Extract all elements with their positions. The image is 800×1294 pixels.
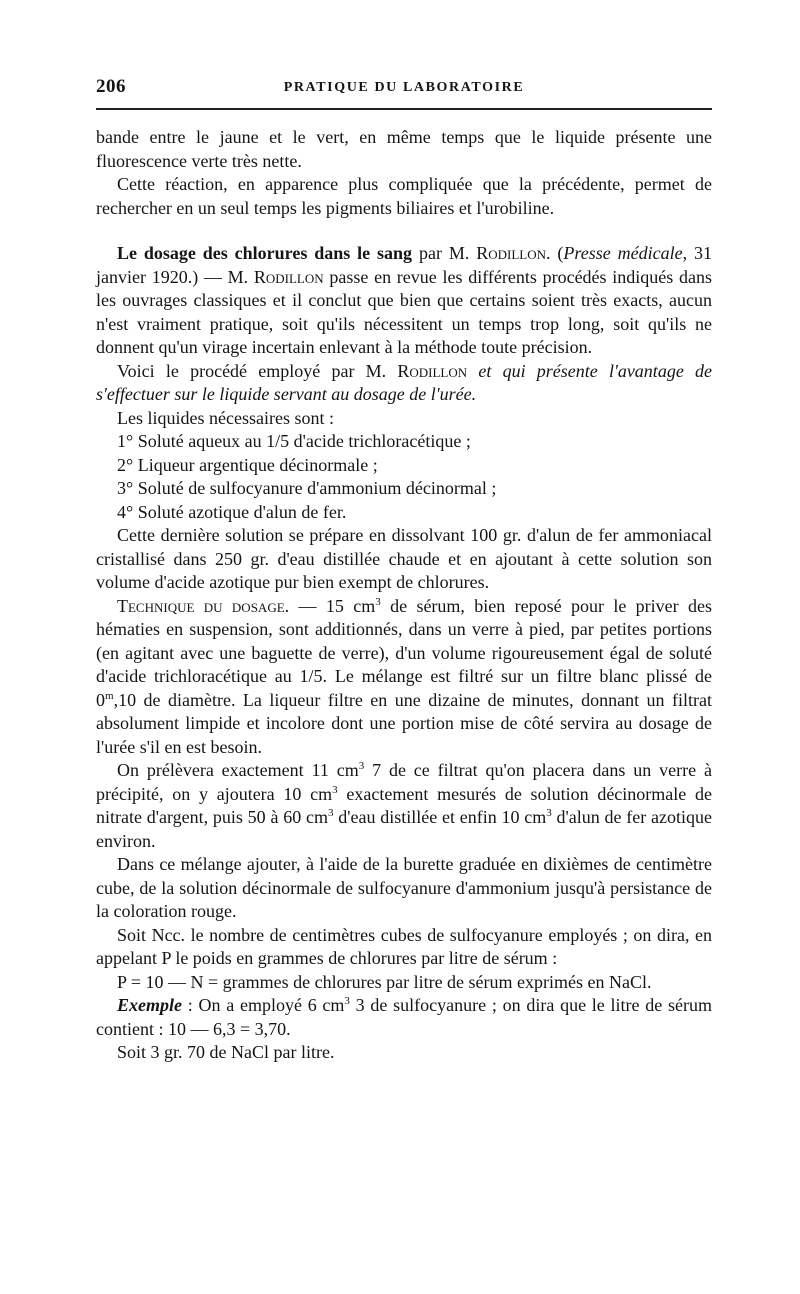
author-name-3: Rodillon bbox=[397, 360, 468, 381]
superscript: 3 bbox=[358, 760, 365, 772]
page-number: 206 bbox=[96, 76, 126, 97]
superscript: 3 bbox=[375, 595, 381, 608]
text-ref-open: . ( bbox=[546, 243, 564, 263]
superscript: m bbox=[105, 689, 114, 702]
article-title: Le dosage des chlorures dans le sang bbox=[117, 243, 413, 263]
text-dash: — 15 cm bbox=[289, 595, 376, 616]
author-name-2: Rodillon bbox=[253, 266, 324, 287]
formula: P = 10 — N = grammes de chlorures par litre de sérum exprimés en NaCl. bbox=[117, 971, 652, 992]
body-text bbox=[96, 126, 712, 1065]
author-name: Rodillon bbox=[476, 243, 547, 263]
paragraph-technique bbox=[96, 595, 712, 760]
text-b: 7 de ce filtrat qu'on placera dans un verre à précipité, on y ajoutera 10 cm bbox=[96, 760, 712, 804]
paragraph-definition: Soit Ncc. le nombre de centimètres cubes de sulfocyanure employés ; on dira, en appelant P le poids en grammes de chlorures par litre de sérum : bbox=[96, 924, 712, 968]
superscript: 3 bbox=[332, 783, 338, 796]
text-date: , 31 janvier 1920.) — M. bbox=[96, 243, 712, 287]
example-text-a: : On a employé 6 cm bbox=[182, 995, 345, 1015]
superscript: 3 bbox=[344, 995, 350, 1007]
text-technique-2: ,10 de diamètre. La liqueur filtre en une dizaine de minutes, donnant un filtrat absolument limpide et incolore dont une portion mise de côté servira au dosage de l'urée s'il en est besoin. bbox=[96, 689, 712, 757]
paragraph-procedure bbox=[96, 360, 712, 407]
text-rest: passe en revue les différents procédés indiqués dans les ouvrages classiques et il conclut que bien que certains soient très exacts, aucun n'est vraiment pratique, soit qu'ils nécessitent un temps trop long, soit qu'ils ne donnent qu'un virage incertain enlevant à la méthode toute précision. bbox=[96, 266, 712, 357]
paragraph-titration: Dans ce mélange ajouter, à l'aide de la burette graduée en dixièmes de centimètre cube, de la solution décinormale de sulfocyanure d'ammonium jusqu'à persistance de la coloration rouge. bbox=[96, 854, 712, 921]
text-italic-end: et qui présente l'avantage de s'effectuer sur le liquide servant au dosage de l'urée. bbox=[96, 360, 713, 404]
paragraph-solution: Cette dernière solution se prépare en dissolvant 100 gr. d'alun de fer ammoniacal cristallisé dans 250 gr. d'eau distillée chaude et en ajoutant à cette solution son volume d'acide azotique pur bien exempt de chlorures. bbox=[96, 525, 712, 592]
running-title: PRATIQUE DU LABORATOIRE bbox=[283, 80, 525, 95]
list-intro: Les liquides nécessaires sont : bbox=[117, 407, 334, 428]
text-a: On prélèvera exactement 11 cm bbox=[117, 760, 359, 780]
paragraph-sampling bbox=[96, 759, 712, 853]
list-item-1: 1° Soluté aqueux au 1/5 d'acide trichloracétique ; bbox=[117, 431, 471, 451]
text-by: par M. bbox=[412, 243, 477, 263]
journal-name: Presse médicale bbox=[563, 243, 683, 263]
superscript: 3 bbox=[327, 807, 334, 819]
paragraph-example bbox=[96, 994, 712, 1041]
text-start: Voici le procédé employé par M. bbox=[117, 360, 398, 381]
paragraph-1: bande entre le jaune et le vert, en même temps que le liquide présente une fluorescence verte très nette. bbox=[96, 127, 712, 171]
list-item-4: 4° Soluté azotique d'alun de fer. bbox=[117, 501, 347, 522]
paragraph-article-intro bbox=[96, 242, 712, 360]
paragraph-2: Cette réaction, en apparence plus compliquée que la précédente, permet de rechercher en un seul temps les pigments biliaires et l'urobiline. bbox=[96, 174, 712, 218]
text-d: d'eau distillée et enfin 10 cm bbox=[333, 807, 547, 827]
text-e: d'alun de fer azotique environ. bbox=[96, 807, 712, 851]
paragraph-result: Soit 3 gr. 70 de NaCl par litre. bbox=[117, 1042, 335, 1062]
text-technique: de sérum, bien reposé pour le priver des hématies en suspension, sont additionnés, dans un verre à pied, par petites portions (en agitant avec une baguette de verre), d'un volume rigoureusement égal de soluté d'acide trichloracétique au 1/5. Le mélange est filtré sur un filtre blanc plissé de 0 bbox=[96, 595, 713, 710]
header-rule bbox=[96, 108, 712, 110]
text-c: exactement mesurés de solution décinormale de nitrate d'argent, puis 50 à 60 cm bbox=[96, 783, 713, 827]
section-heading: Technique du dosage. bbox=[117, 595, 290, 616]
example-label: Exemple bbox=[117, 995, 182, 1015]
list-item-3: 3° Soluté de sulfocyanure d'ammonium décinormal ; bbox=[117, 478, 497, 498]
list-item-2: 2° Liqueur argentique décinormale ; bbox=[117, 454, 378, 475]
superscript: 3 bbox=[546, 807, 552, 819]
example-text-b: 3 de sulfocyanure ; on dira que le litre de sérum contient : 10 — 6,3 = 3,70. bbox=[96, 995, 712, 1039]
page-header bbox=[96, 76, 712, 100]
